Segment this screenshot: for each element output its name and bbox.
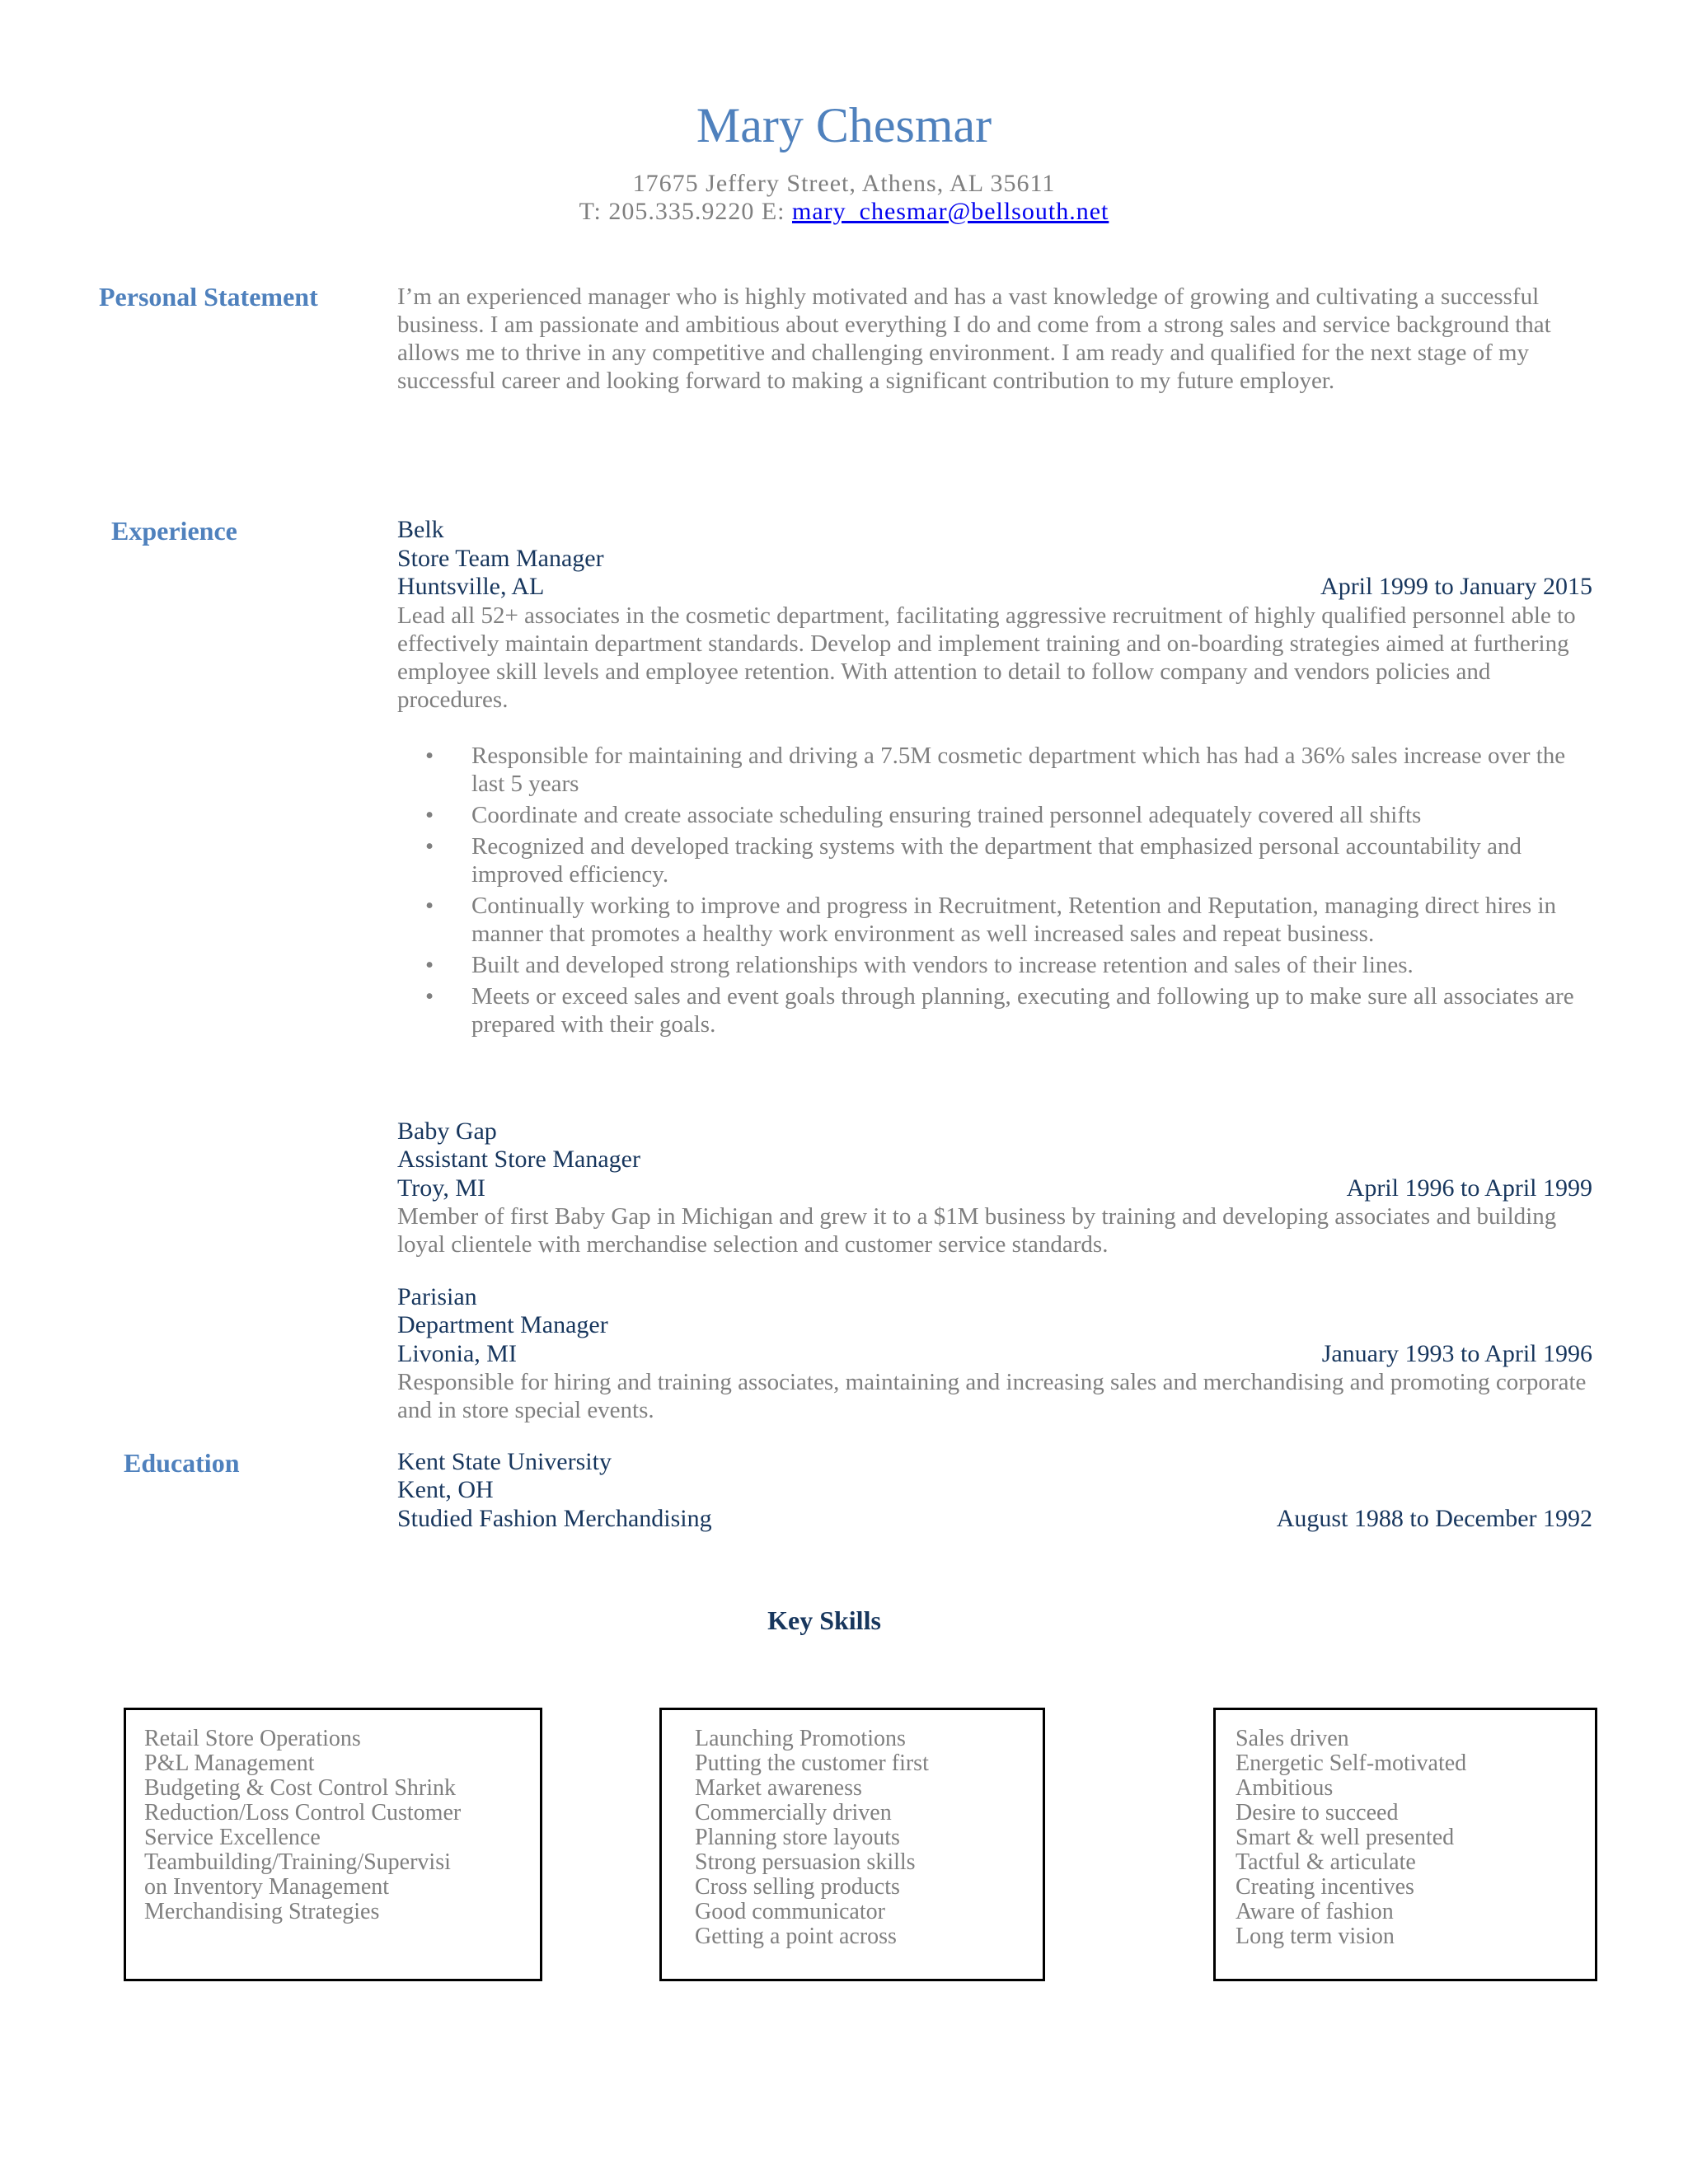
job-location-row	[397, 573, 1592, 601]
list-item: • Coordinate and create associate scheduling ensuring trained personnel adequately covered all shifts	[425, 802, 1422, 828]
job-title: Store Team Manager	[397, 545, 604, 572]
education-heading: Education	[124, 1448, 240, 1478]
bullet-icon: •	[425, 952, 434, 978]
job-title: Department Manager	[397, 1311, 608, 1338]
skill-item: Tactful & articulate	[1236, 1849, 1416, 1875]
skills-box-1	[124, 1708, 542, 1981]
skill-item: Strong persuasion skills	[695, 1849, 916, 1875]
experience-heading: Experience	[111, 516, 237, 546]
personal-statement-heading: Personal Statement	[99, 282, 318, 312]
skill-item: Good communicator	[695, 1899, 885, 1924]
skill-item: Commercially driven	[695, 1800, 892, 1825]
skill-item: Desire to succeed	[1236, 1800, 1399, 1825]
education-study-row	[397, 1505, 1592, 1533]
skill-item: Planning store layouts	[695, 1825, 900, 1850]
skill-item: Retail Store Operations	[144, 1726, 361, 1751]
job-dates: April 1999 to January 2015	[1320, 573, 1592, 600]
skill-item: P&L Management	[144, 1750, 315, 1776]
skill-item: Creating incentives	[1236, 1874, 1414, 1900]
skill-item: Ambitious	[1236, 1775, 1334, 1801]
list-item: • Continually working to improve and progress in Recruitment, Retention and Reputation, managing direct hires in manner that promotes a healthy work environment as well increased sales and repeat business.	[425, 893, 1557, 947]
email-link[interactable]: mary_chesmar@bellsouth.net	[791, 198, 1109, 225]
skill-item: Smart & well presented	[1236, 1825, 1455, 1850]
list-item: • Built and developed strong relationships with vendors to increase retention and sales of their lines.	[425, 952, 1414, 978]
education-study: Studied Fashion Merchandising	[397, 1505, 712, 1532]
job-location: Huntsville, AL	[397, 573, 545, 600]
skill-item: Sales driven	[1236, 1726, 1349, 1751]
bullet-icon: •	[425, 743, 434, 769]
key-skills-heading: Key Skills	[767, 1605, 881, 1635]
personal-statement-text: I’m an experienced manager who is highly motivated and has a vast knowledge of growing and cultivating a successful business. I am passionate and ambitious about everything I do and come from a strong sales and service background that allows me to thrive in any competitive and challenging environment. I am ready and qualified for the next stage of my successful career and looking forward to making a significant contribution to my future employer.	[397, 284, 1551, 394]
skill-item: Teambuilding/Training/Supervisi	[144, 1849, 451, 1875]
skill-item: Long term vision	[1236, 1924, 1395, 1949]
phone-label: T: 205.335.9220 E:	[579, 198, 792, 225]
skills-box-2	[659, 1708, 1045, 1981]
skill-item: Reduction/Loss Control Customer	[144, 1800, 462, 1825]
bullet-icon: •	[425, 893, 434, 919]
list-item: • Recognized and developed tracking systems with the department that emphasized personal accountability and improved efficiency.	[425, 833, 1522, 888]
skill-item: Merchandising Strategies	[144, 1899, 380, 1924]
job-company: Baby Gap	[397, 1118, 497, 1145]
skill-item: Aware of fashion	[1236, 1899, 1394, 1924]
job-company: Parisian	[397, 1283, 477, 1310]
job-bullet-list	[397, 742, 1592, 1042]
skill-item: Market awareness	[695, 1775, 862, 1801]
candidate-name: Mary Chesmar	[696, 98, 992, 152]
skill-item: Launching Promotions	[695, 1726, 906, 1751]
job-company: Belk	[397, 516, 444, 543]
job-description: Lead all 52+ associates in the cosmetic department, facilitating aggressive recruitment of highly qualified personnel able to effectively maintain department standards. Develop and implement training and on-boarding strategies aimed at furthering employee skill levels and employee retention. With attention to detail to follow company and vendors policies and procedures.	[397, 602, 1576, 713]
skill-item: Service Excellence	[144, 1825, 321, 1850]
job-location-row	[397, 1174, 1592, 1202]
skill-item: Putting the customer first	[695, 1750, 929, 1776]
skill-item: Getting a point across	[695, 1924, 897, 1949]
skill-item: on Inventory Management	[144, 1874, 390, 1900]
bullet-icon: •	[425, 833, 434, 860]
skill-item: Budgeting & Cost Control Shrink	[144, 1775, 457, 1801]
bullet-icon: •	[425, 802, 434, 828]
education-dates: August 1988 to December 1992	[1276, 1505, 1592, 1532]
job-dates: April 1996 to April 1999	[1346, 1174, 1592, 1202]
job-location: Troy, MI	[397, 1174, 485, 1202]
skills-box-3	[1213, 1708, 1597, 1981]
list-item: • Responsible for maintaining and driving a 7.5M cosmetic department which has had a 36% sales increase over the last 5 years	[425, 743, 1566, 797]
skill-item: Energetic Self-motivated	[1236, 1750, 1467, 1776]
address: 17675 Jeffery Street, Athens, AL 35611	[632, 170, 1056, 197]
education-location: Kent, OH	[397, 1476, 494, 1503]
job-location: Livonia, MI	[397, 1340, 517, 1367]
skill-item: Cross selling products	[695, 1874, 900, 1900]
job-description: Responsible for hiring and training associates, maintaining and increasing sales and merchandising and promoting corporate and in store special events.	[397, 1369, 1587, 1423]
job-description: Member of first Baby Gap in Michigan and grew it to a $1M business by training and developing associates and building loyal clientele with merchandise selection and customer service standards.	[397, 1203, 1557, 1258]
bullet-icon: •	[425, 983, 434, 1010]
education-school: Kent State University	[397, 1448, 612, 1475]
job-title: Assistant Store Manager	[397, 1146, 640, 1173]
contact-line	[0, 198, 1688, 226]
job-dates: January 1993 to April 1996	[1321, 1340, 1592, 1367]
job-location-row	[397, 1340, 1592, 1368]
list-item: • Meets or exceed sales and event goals through planning, executing and following up to make sure all associates are prepared with their goals.	[425, 983, 1574, 1038]
